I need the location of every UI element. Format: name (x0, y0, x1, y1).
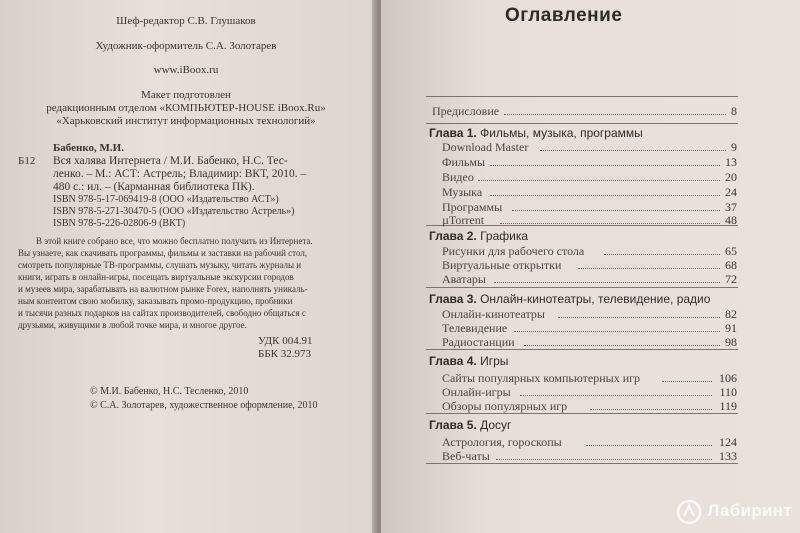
toc-entry (0, 213, 800, 227)
chapter-2-heading (429, 229, 528, 243)
toc-entry-label: Обзоры популярных игр (442, 399, 568, 413)
toc-entry-preface (0, 104, 800, 118)
toc-entry-page: 82 (725, 307, 737, 321)
toc-leader (524, 345, 720, 346)
toc-entry-label: Download Master (442, 140, 529, 154)
toc-entry-label: Фильмы (442, 155, 486, 169)
toc-entry-label: Телевидение (442, 321, 508, 335)
toc-entry (0, 385, 800, 399)
toc-entry-page: 98 (725, 335, 737, 349)
toc-entry-page: 20 (725, 170, 737, 184)
toc-entry-page: 8 (731, 104, 737, 118)
bib-line-2: ленко. – М.: АСТ: Астрель; Владимир: ВКТ, 2010. – (53, 168, 307, 180)
toc-entry (0, 258, 800, 272)
toc-entry-page: 13 (725, 155, 737, 169)
isbn-line-2: ISBN 978-5-271-30470-5 (ООО «Издательство Астрель») (53, 206, 295, 217)
toc-entry-page: 133 (719, 449, 737, 463)
toc-entry (0, 321, 800, 335)
toc-entry-label: Предисловие (432, 104, 500, 118)
chapter-3-heading (429, 292, 710, 306)
toc-entry-label: Виртуальные открытки (442, 258, 562, 272)
toc-entry (0, 200, 800, 214)
toc-entry-label: Онлайн-игры (442, 385, 511, 399)
annotation-line: и музеев мира, зарабатывать на валютном рынке Forex, наполнять уникаль- (18, 284, 308, 294)
toc-title: Оглавление (505, 5, 623, 26)
toc-entry-page: 24 (725, 185, 737, 199)
chief-editor: Шеф-редактор С.В. Глушаков (116, 15, 256, 27)
toc-entry-page: 68 (725, 258, 737, 272)
toc-entry-label: Астрология, гороскопы (442, 435, 562, 449)
toc-entry (0, 335, 800, 349)
toc-leader (558, 317, 720, 318)
toc-leader (514, 331, 720, 332)
prepared-line-3: «Харьковский институт информационных технологий» (56, 115, 316, 127)
toc-entry-label: Рисунки для рабочего стола (442, 244, 585, 258)
toc-leader (500, 223, 720, 224)
toc-leader (494, 282, 720, 283)
chapter-2-title: Графика (480, 229, 529, 243)
toc-entry-page: 48 (725, 213, 737, 227)
watermark-text: Лабиринт (707, 501, 792, 520)
catalog-code: Б12 (18, 155, 36, 167)
toc-leader (504, 114, 726, 115)
toc-entry-label: Онлайн-кинотеатры (442, 307, 545, 321)
bib-line-1: Вся халява Интернета / М.И. Бабенко, Н.С. Тес- (53, 155, 288, 167)
prepared-line-2: редакционным отделом «КОМПЬЮТЕР-HOUSE iBoox.Ru» (46, 102, 326, 114)
toc-leader (578, 268, 720, 269)
toc-entry (0, 244, 800, 258)
labirint-logo-icon (676, 499, 702, 525)
designer: Художник-оформитель С.А. Золотарев (95, 40, 277, 52)
toc-entry (0, 170, 800, 184)
chapter-5-heading (429, 418, 511, 432)
toc-entry (0, 272, 800, 286)
toc-entry (0, 399, 800, 413)
annotation-line: смотреть популярные ТВ-программы, слушать музыку, читать журналы и (18, 260, 302, 270)
toc-entry-page: 119 (719, 399, 737, 413)
toc-leader (540, 150, 726, 151)
toc-entry-label: Радиостанции (442, 335, 515, 349)
annotation-line: В этой книге собрано все, что можно бесплатно получить из Интернета. (36, 236, 313, 246)
annotation-line: и тысячи разных подарков на сайтах производителей, свободно общаться с (18, 308, 306, 318)
toc-entry-label: Веб-чаты (442, 449, 490, 463)
isbn-line-1: ISBN 978-5-17-069419-8 (ООО «Издательство АСТ») (53, 194, 279, 205)
toc-entry-label: µTorrent (442, 213, 485, 227)
annotation-line: друзьями, живущими в любой точке мира, и многое другое. (18, 320, 247, 330)
toc-entry-label: Музыка (442, 185, 483, 199)
prepared-line-1: Макет подготовлен (141, 89, 231, 101)
chapter-5-number: Глава 5. (429, 418, 477, 432)
chapter-4-heading (429, 354, 508, 368)
chapter-3-number: Глава 3. (429, 292, 477, 306)
copyright-design: © С.А. Золотарев, художественное оформление, 2010 (90, 400, 318, 411)
toc-entry (0, 155, 800, 169)
toc-entry-page: 37 (725, 200, 737, 214)
bbk-code: ББК 32.973 (258, 348, 311, 360)
chapter-5-title: Досуг (480, 418, 512, 432)
chapter-1-heading (429, 126, 643, 140)
toc-leader (586, 445, 712, 446)
toc-leader (512, 210, 720, 211)
udk-code: УДК 004.91 (258, 335, 313, 347)
toc-entry-page: 9 (731, 140, 737, 154)
website: www.iBoox.ru (153, 64, 219, 76)
toc-entry-label: Сайты популярных компьютерных игр (442, 371, 641, 385)
toc-leader (520, 395, 712, 396)
toc-leader (478, 180, 720, 181)
toc-entry-page: 110 (719, 385, 737, 399)
toc-entry-label: Аватары (442, 272, 486, 286)
toc-leader (590, 409, 712, 410)
toc-leader (490, 165, 720, 166)
author: Бабенко, М.И. (53, 142, 124, 154)
annotation-line: Вы узнаете, как скачивать программы, фильмы и заставки на рабочий стол, (18, 248, 308, 258)
toc-entry-page: 65 (725, 244, 737, 258)
chapter-1-number: Глава 1. (429, 126, 477, 140)
toc-entry-label: Видео (442, 170, 474, 184)
chapter-1-title: Фильмы, музыка, программы (480, 126, 643, 140)
toc-entry-label: Программы (442, 200, 503, 214)
toc-entry-page: 91 (725, 321, 737, 335)
bib-line-3: 480 с.: ил. – (Карманная библиотека ПК). (53, 181, 255, 193)
toc-leader (662, 381, 712, 382)
toc-entry-page: 124 (719, 435, 737, 449)
chapter-4-number: Глава 4. (429, 354, 477, 368)
toc-entry (0, 307, 800, 321)
toc-entry (0, 435, 800, 449)
chapter-3-title: Онлайн-кинотеатры, телевидение, радио (480, 292, 711, 306)
toc-entry (0, 185, 800, 199)
annotation-line: книги, играть в онлайн-игры, посещать виртуальные экскурсии городов (18, 272, 294, 282)
annotation-line: ным контентом свою мобилку, заказывать промо-продукцию, пробники (18, 296, 293, 306)
chapter-2-number: Глава 2. (429, 229, 477, 243)
toc-entry (0, 140, 800, 154)
copyright-authors: © М.И. Бабенко, Н.С. Тесленко, 2010 (90, 386, 249, 397)
toc-leader (604, 254, 720, 255)
toc-entry-page: 106 (719, 371, 737, 385)
isbn-line-3: ISBN 978-5-226-02806-9 (ВКТ) (53, 218, 186, 229)
toc-entry (0, 371, 800, 385)
toc-entry (0, 449, 800, 463)
toc-entry-page: 72 (725, 272, 737, 286)
chapter-4-title: Игры (480, 354, 509, 368)
toc-leader (496, 459, 712, 460)
toc-leader (490, 195, 720, 196)
